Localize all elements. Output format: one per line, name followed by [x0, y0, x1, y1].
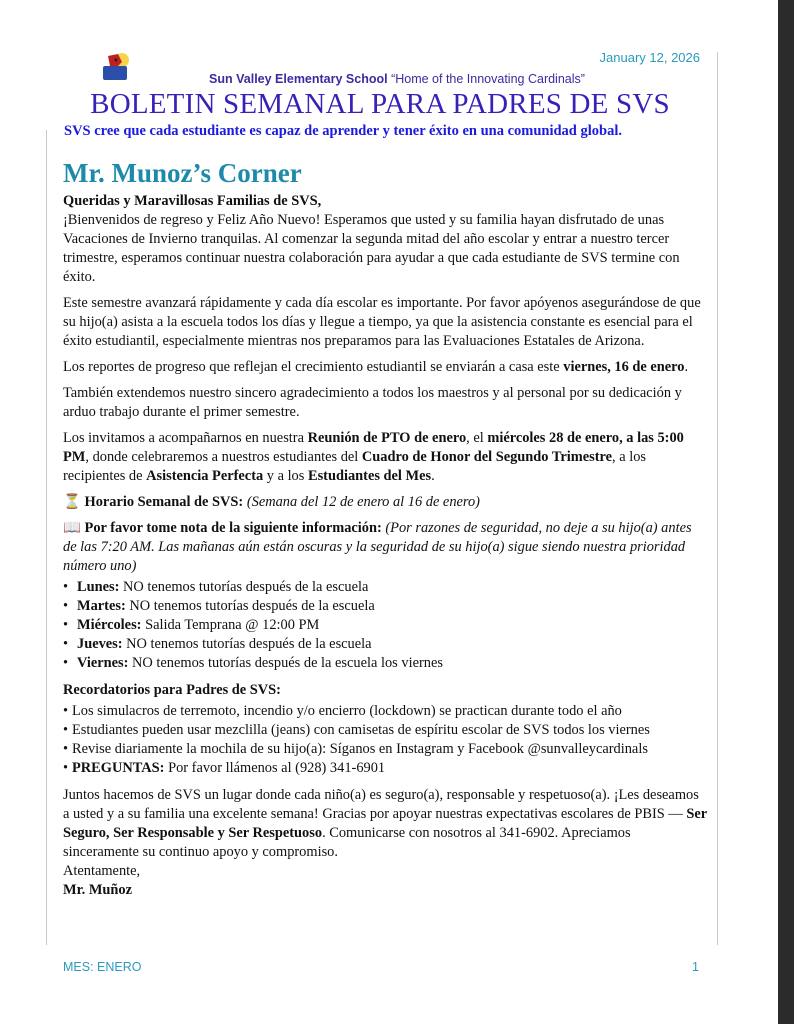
text-segment: NO tenemos tutorías después de la escuela: [119, 579, 369, 595]
text-segment: y a los: [263, 468, 308, 484]
text-segment: Cuadro de Honor del Segundo Trimestre: [361, 449, 613, 465]
paragraph: [63, 358, 708, 377]
text-segment: Estudiantes del Mes: [307, 468, 432, 484]
text-segment: NO tenemos tutorías después de la escuela: [125, 598, 375, 614]
text-segment: (Semana del 12 de enero al 16 de enero): [246, 494, 480, 510]
paragraph: [63, 384, 708, 422]
list-item: [63, 721, 708, 740]
page-border-left: [46, 130, 47, 945]
paragraph: [63, 192, 708, 287]
text-segment: Mr. Muñoz: [63, 882, 133, 898]
text-segment: También extendemos nuestro sincero agradecimiento a todos los maestros y al personal por su dedicación y arduo trabajo durante el primer semestre.: [63, 385, 682, 420]
book-icon: 📖: [63, 520, 85, 536]
text-segment: Salida Temprana @ 12:00 PM: [141, 617, 320, 633]
text-segment: Lunes:: [77, 579, 120, 595]
text-segment: NO tenemos tutorías después de la escuela: [122, 636, 372, 652]
text-segment: (Por razones de seguridad, no deje a su hijo(a) antes de las 7:20 AM. Las mañanas aún están oscuras y la seguridad de su hijo(a) sigue siendo nuestra prioridad número uno): [63, 520, 692, 574]
bullet-list: [63, 578, 708, 673]
newsletter-date: January 12, 2026: [599, 50, 700, 65]
text-segment: Miércoles:: [77, 617, 142, 633]
text-segment: Los invitamos a acompañarnos en nuestra: [63, 430, 308, 446]
paragraph: [63, 294, 708, 351]
text-segment: Estudiantes pueden usar mezclilla (jeans) con camisetas de espíritu escolar de SVS todos los viernes: [72, 722, 650, 738]
list-item: [63, 654, 708, 673]
text-segment: , donde celebraremos a nuestros estudiantes del: [85, 449, 362, 465]
list-item: [63, 759, 708, 778]
list-item: [63, 740, 708, 759]
newsletter-title: BOLETIN SEMANAL PARA PADRES DE SVS: [90, 88, 670, 120]
text-segment: .: [431, 468, 435, 484]
list-item: [63, 702, 708, 721]
text-segment: Por favor tome nota de la siguiente información:: [84, 520, 382, 536]
text-segment: Los reportes de progreso que reflejan el crecimiento estudiantil se enviarán a casa este: [63, 359, 564, 375]
school-name: Sun Valley Elementary School: [209, 72, 388, 86]
text-segment: ¡Bienvenidos de regreso y Feliz Año Nuevo! Esperamos que usted y su familia hayan disfrutado de unas Vacaciones de Invierno tranquilas. Al comenzar la segunda mitad del año escolar y entrar a nuestro tercer trimestre, esperamos continuar nuestra colaboración para ayudar a que cada estudiante de SVS termine con éxito.: [63, 212, 680, 285]
school-header: [0, 72, 794, 86]
bullet-list: [63, 702, 708, 778]
text-segment: .: [684, 359, 689, 375]
text-segment: Por favor llámenos al (928) 341-6901: [164, 760, 386, 776]
paragraph: [63, 786, 708, 900]
newsletter-body: [63, 156, 708, 902]
text-segment: viernes, 16 de enero: [563, 359, 685, 375]
list-item: [63, 597, 708, 616]
hourglass-icon: ⏳: [63, 494, 85, 510]
text-segment: Viernes:: [77, 655, 129, 671]
page-border-right: [717, 130, 718, 945]
list-item: [63, 578, 708, 597]
text-segment: Horario Semanal de SVS:: [84, 494, 244, 510]
text-segment: . Comunicarse con nosotros al 341-6902. Apreciamos sinceramente su continuo apoyo y compromiso.: [63, 825, 631, 860]
text-segment: Ser Seguro, Ser Responsable y Ser Respetuoso: [63, 806, 707, 841]
text-segment: Este semestre avanzará rápidamente y cada día escolar es importante. Por favor apóyenos asegurándose de que su hijo(a) asista a la escuela todos los días y llegue a tiempo, ya que la asistencia constante es esencial para el éxito estudiantil, especialmente mientras nos preparamos para las Evaluaciones Estatales de Arizona.: [63, 295, 701, 349]
text-segment: Reunión de PTO de enero: [307, 430, 467, 446]
text-segment: Martes:: [77, 598, 126, 614]
footer-month: MES: ENERO: [63, 960, 142, 974]
school-tagline: “Home of the Innovating Cardinals”: [391, 72, 585, 86]
text-segment: , a los recipientes de: [63, 449, 647, 484]
page-number: 1: [692, 960, 699, 974]
list-item: [63, 635, 708, 654]
scrollbar[interactable]: [778, 0, 794, 1024]
text-segment: Atentamente,: [63, 863, 141, 879]
text-segment: Jueves:: [77, 636, 123, 652]
school-motto: SVS cree que cada estudiante es capaz de aprender y tener éxito en una comunidad global.: [64, 123, 622, 139]
text-segment: NO tenemos tutorías después de la escuela los viernes: [128, 655, 443, 671]
text-segment: Revise diariamente la mochila de su hijo(a): Síganos en Instagram y Facebook @sunvalleycardinals: [72, 741, 648, 757]
text-segment: , el: [466, 430, 488, 446]
list-item: [63, 616, 708, 635]
text-segment: Asistencia Perfecta: [146, 468, 264, 484]
text-segment: miércoles 28 de enero, a las 5:00 PM: [63, 430, 684, 465]
text-segment: Queridas y Maravillosas Familias de SVS,: [63, 193, 322, 209]
paragraph: [63, 493, 708, 512]
section-title: Mr. Munoz’s Corner: [63, 158, 302, 188]
paragraph: [63, 681, 708, 700]
text-segment: Los simulacros de terremoto, incendio y/o encierro (lockdown) se practican durante todo el año: [72, 703, 622, 719]
letter-content: [63, 192, 708, 900]
text-segment: Recordatorios para Padres de SVS:: [63, 682, 281, 698]
paragraph: [63, 519, 708, 576]
paragraph: [63, 429, 708, 486]
text-segment: PREGUNTAS:: [72, 760, 165, 776]
text-segment: Juntos hacemos de SVS un lugar donde cada niño(a) es seguro(a), responsable y respetuoso(a). ¡Les deseamos a usted y a su familia una excelente semana! Gracias por apoyar nuestras expectativas escolares de PBIS —: [63, 787, 699, 822]
